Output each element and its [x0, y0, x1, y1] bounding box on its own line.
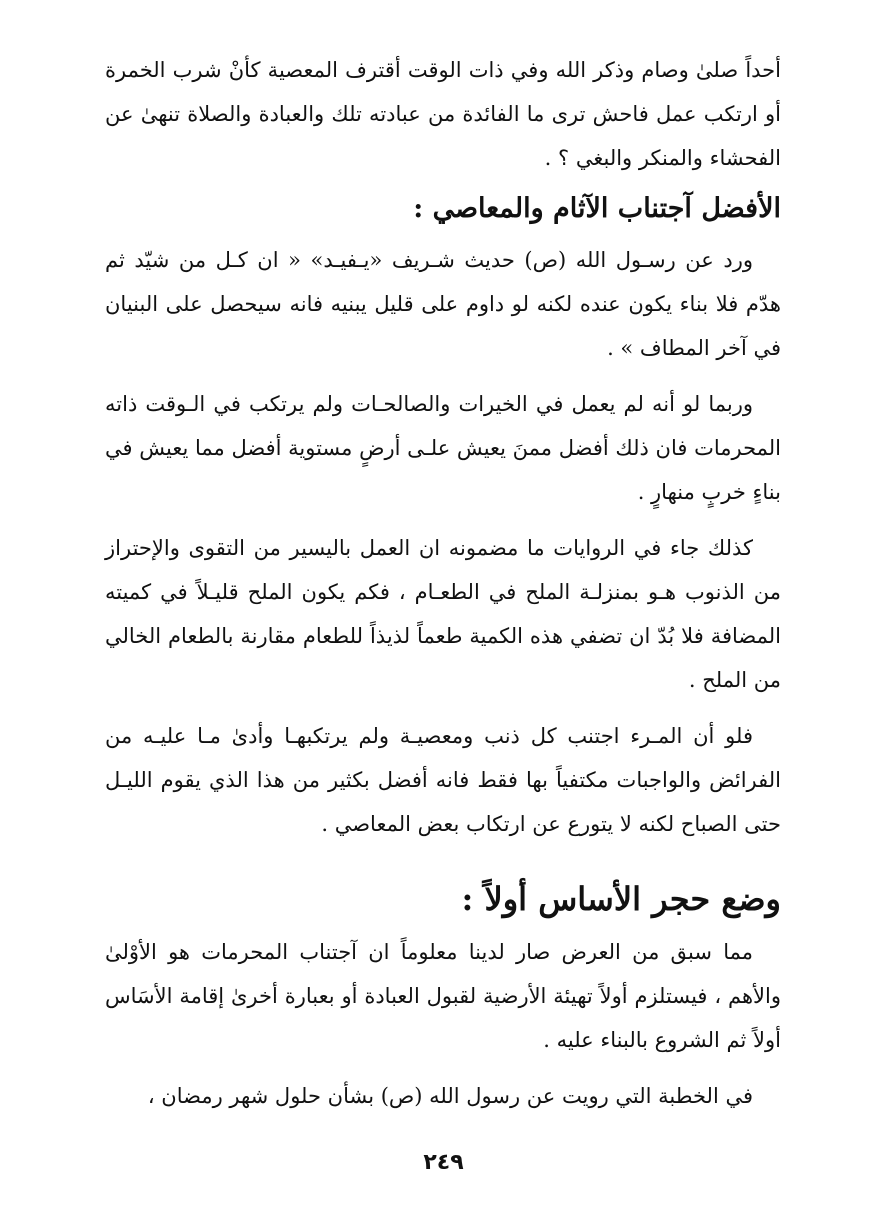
paragraph-4: كذلك جاء في الروايات ما مضمونه ان العمل باليسير من التقوى والإحتراز من الذنوب هـو بمنزلـة الملح في الطعـام ، فكم يكون الملح قليـلاً في كميته المضافة فلا بُدّ ان تضفي هذه الكمية طعماً لذيذاً للطعام مقارنة بالطعام الخالي من الملح .: [105, 536, 781, 692]
paragraph-5: فلو أن المـرء اجتنب كل ذنب ومعصيـة ولم يرتكبهـا وأدىٰ مـا عليـه من الفرائض والواجبات مكتفياً بها فقط فانه أفضل بكثير من هذا الذي يقوم الليـل حتى الصباح لكنه لا يتورع عن ارتكاب بعض المعاصي .: [105, 724, 781, 836]
paragraph-3: وربما لو أنه لم يعمل في الخيرات والصالحـات ولم يرتكب في الـوقت ذاته المحرمات فان ذلك أفضل ممنَ يعيش علـى أرضٍ مستوية أفضل مما يعيش في بناءٍ خربٍ منهارٍ .: [105, 392, 781, 504]
page-number: ٢٤٩: [423, 1150, 464, 1175]
paragraph-1: أحداً صلىٰ وصام وذكر الله وفي ذات الوقت أقترف المعصية كأنْ شرب الخمرة أو ارتكب عمل فاحش ترى ما الفائدة من عبادته تلك والعبادة والصلاة تنهىٰ عن الفحشاء والمنكر والبغي ؟ .: [105, 58, 781, 170]
paragraph-2: ورد عن رسـول الله (ص) حديث شـريف «يـفيـد» « ان كـل من شيّد ثم هدّم فلا بناء يكون عنده لكنه لو داوم على قليل يبنيه فانه سيحصل على البنيان في آخر المطاف » .: [105, 248, 781, 360]
document-page: [105, 48, 781, 1118]
paragraph-6: مما سبق من العرض صار لدينا معلوماً ان آجتناب المحرمات هو الأوْلىٰ والأهم ، فيستلزم أولاً تهيئة الأرضية لقبول العبادة أو بعبارة أخرىٰ إقامة الأسَاس أولاً ثم الشروع بالبناء عليه .: [105, 940, 781, 1052]
paragraph-7: في الخطبة التي رويت عن رسول الله (ص) بشأن حلول شهر رمضان ،: [147, 1084, 753, 1108]
section-heading-foundation: وضع حجر الأساس أولاً :: [461, 880, 781, 918]
section-heading-avoid-sins: الأفضل آجتناب الآثام والمعاصي :: [413, 193, 781, 224]
